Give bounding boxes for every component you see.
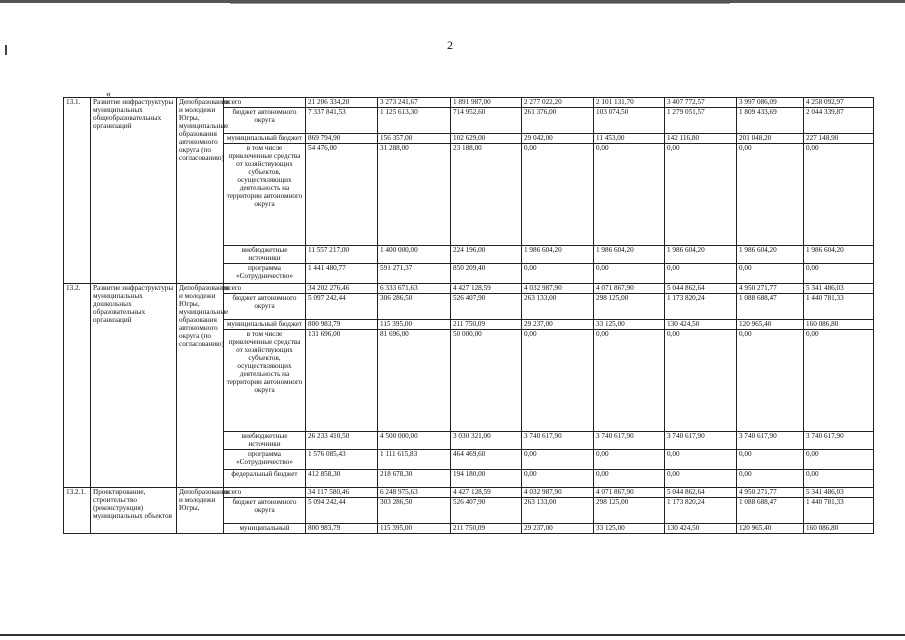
section-title: Проектирование, строительство (реконструкция) муниципальных объектов xyxy=(91,488,177,534)
amount-cell: 194 180,00 xyxy=(451,470,522,488)
amount-cell: 120 965,40 xyxy=(737,524,804,534)
amount-cell: 303 286,50 xyxy=(378,498,451,524)
amount-cell: 1 173 820,24 xyxy=(665,294,737,320)
funding-source: внебюджетные источники xyxy=(224,246,306,264)
amount-cell: 3 740 617,90 xyxy=(522,432,594,450)
amount-cell: 4 071 867,90 xyxy=(594,284,665,294)
amount-cell: 3 407 772,57 xyxy=(665,98,737,108)
amount-cell: 160 086,80 xyxy=(804,320,874,330)
amount-cell: 306 286,50 xyxy=(378,294,451,320)
amount-cell: 0,00 xyxy=(522,470,594,488)
amount-cell: 0,00 xyxy=(737,144,804,246)
amount-cell: 0,00 xyxy=(522,450,594,470)
amount-cell: 0,00 xyxy=(522,330,594,432)
amount-cell: 800 983,79 xyxy=(306,524,378,534)
amount-cell: 1 891 987,00 xyxy=(451,98,522,108)
amount-cell: 4 950 271,77 xyxy=(737,284,804,294)
amount-cell: 412 858,30 xyxy=(306,470,378,488)
amount-cell: 4 071 867,90 xyxy=(594,488,665,498)
amount-cell: 591 271,37 xyxy=(378,264,451,284)
amount-cell: 115 395,00 xyxy=(378,524,451,534)
amount-cell: 1 986 604,20 xyxy=(737,246,804,264)
funding-source: федеральный бюджет xyxy=(224,470,306,488)
amount-cell: 526 407,90 xyxy=(451,498,522,524)
funding-source: программа «Сотрудничество» xyxy=(224,450,306,470)
amount-cell: 1 440 781,33 xyxy=(804,294,874,320)
page-number: 2 xyxy=(447,38,453,52)
amount-cell: 211 750,09 xyxy=(451,320,522,330)
amount-cell: 1 088 688,47 xyxy=(737,294,804,320)
amount-cell: 0,00 xyxy=(594,450,665,470)
amount-cell: 103 074,50 xyxy=(594,108,665,134)
funding-source: всего xyxy=(224,284,306,294)
amount-cell: 0,00 xyxy=(665,330,737,432)
amount-cell: 6 333 671,63 xyxy=(378,284,451,294)
amount-cell: 3 740 617,90 xyxy=(665,432,737,450)
amount-cell: 11 557 217,00 xyxy=(306,246,378,264)
funding-source: всего xyxy=(224,488,306,498)
funding-source: муниципальный бюджет xyxy=(224,320,306,330)
amount-cell: 156 357,00 xyxy=(378,134,451,144)
amount-cell: 1 173 820,24 xyxy=(665,498,737,524)
amount-cell: 2 101 131,70 xyxy=(594,98,665,108)
funding-source: всего xyxy=(224,98,306,108)
amount-cell: 5 044 862,64 xyxy=(665,488,737,498)
amount-cell: 0,00 xyxy=(594,264,665,284)
funding-source: в том числе привлеченные средства от хозяйствующих субъектов, осуществляющих деятельность на территории автономного округа xyxy=(224,144,306,246)
amount-cell: 0,00 xyxy=(594,144,665,246)
amount-cell: 4 032 987,90 xyxy=(522,284,594,294)
budget-table xyxy=(63,97,874,534)
amount-cell: 160 086,80 xyxy=(804,524,874,534)
amount-cell: 130 424,50 xyxy=(665,320,737,330)
amount-cell: 29 237,00 xyxy=(522,320,594,330)
amount-cell: 1 440 781,33 xyxy=(804,498,874,524)
amount-cell: 29 042,00 xyxy=(522,134,594,144)
amount-cell: 1 986 604,20 xyxy=(522,246,594,264)
amount-cell: 3 273 241,67 xyxy=(378,98,451,108)
amount-cell: 102 629,00 xyxy=(451,134,522,144)
amount-cell: 0,00 xyxy=(804,144,874,246)
scan-edge-bottom xyxy=(0,634,905,636)
amount-cell: 800 983,79 xyxy=(306,320,378,330)
amount-cell: 1 986 604,20 xyxy=(594,246,665,264)
amount-cell: 1 279 051,57 xyxy=(665,108,737,134)
amount-cell: 0,00 xyxy=(665,264,737,284)
amount-cell: 0,00 xyxy=(665,470,737,488)
amount-cell: 714 952,60 xyxy=(451,108,522,134)
amount-cell: 3 740 617,90 xyxy=(594,432,665,450)
amount-cell: 4 950 271,77 xyxy=(737,488,804,498)
amount-cell: 0,00 xyxy=(737,470,804,488)
amount-cell: 3 740 617,90 xyxy=(804,432,874,450)
amount-cell: 0,00 xyxy=(804,450,874,470)
amount-cell: 0,00 xyxy=(665,144,737,246)
amount-cell: 298 125,00 xyxy=(594,498,665,524)
amount-cell: 0,00 xyxy=(665,450,737,470)
scan-edge-top-secondary xyxy=(230,3,730,4)
amount-cell: 115 395,00 xyxy=(378,320,451,330)
amount-cell: 0,00 xyxy=(737,330,804,432)
funding-source: бюджет автономного округа xyxy=(224,108,306,134)
amount-cell: 3 740 617,90 xyxy=(737,432,804,450)
amount-cell: 3 997 086,09 xyxy=(737,98,804,108)
amount-cell: 50 000,00 xyxy=(451,330,522,432)
amount-cell: 23 188,00 xyxy=(451,144,522,246)
amount-cell: 0,00 xyxy=(737,264,804,284)
amount-cell: 263 133,00 xyxy=(522,294,594,320)
amount-cell: 869 794,90 xyxy=(306,134,378,144)
funding-source: муниципальный xyxy=(224,524,306,534)
amount-cell: 1 400 000,00 xyxy=(378,246,451,264)
amount-cell: 6 248 975,63 xyxy=(378,488,451,498)
funding-source: бюджет автономного округа xyxy=(224,498,306,524)
amount-cell: 29 237,00 xyxy=(522,524,594,534)
amount-cell: 1 576 085,43 xyxy=(306,450,378,470)
budget-table-body xyxy=(64,98,874,534)
funding-source: муниципальный бюджет xyxy=(224,134,306,144)
amount-cell: 1 125 613,30 xyxy=(378,108,451,134)
table-row xyxy=(64,284,874,294)
amount-cell: 7 337 841,53 xyxy=(306,108,378,134)
amount-cell: 33 125,00 xyxy=(594,320,665,330)
section-number: 13.1. xyxy=(64,98,91,284)
amount-cell: 3 030 321,00 xyxy=(451,432,522,450)
section-executor: Депобразования и молодежи Югры, муниципальные образования автономного округа (по согласованию) xyxy=(177,98,224,284)
funding-source: программа «Сотрудничество» xyxy=(224,264,306,284)
amount-cell: 5 341 486,03 xyxy=(804,284,874,294)
amount-cell: 120 965,40 xyxy=(737,320,804,330)
amount-cell: 33 125,00 xyxy=(594,524,665,534)
amount-cell: 130 424,50 xyxy=(665,524,737,534)
section-number: 13.2. xyxy=(64,284,91,488)
amount-cell: 4 427 128,59 xyxy=(451,284,522,294)
amount-cell: 4 258 092,97 xyxy=(804,98,874,108)
amount-cell: 1 809 433,69 xyxy=(737,108,804,134)
amount-cell: 11 453,00 xyxy=(594,134,665,144)
amount-cell: 4 427 128,59 xyxy=(451,488,522,498)
amount-cell: 81 696,00 xyxy=(378,330,451,432)
amount-cell: 131 696,00 xyxy=(306,330,378,432)
section-number: 13.2.1. xyxy=(64,488,91,534)
section-executor: Депобразования и молодежи Югры, муниципальные образования автономного округа (по согласованию) xyxy=(177,284,224,488)
amount-cell: 1 111 615,83 xyxy=(378,450,451,470)
amount-cell: 201 048,20 xyxy=(737,134,804,144)
amount-cell: 227 148,90 xyxy=(804,134,874,144)
amount-cell: 142 116,80 xyxy=(665,134,737,144)
amount-cell: 0,00 xyxy=(522,264,594,284)
amount-cell: 0,00 xyxy=(594,330,665,432)
amount-cell: 211 750,09 xyxy=(451,524,522,534)
section-title: Развитие инфраструктуры муниципальных общеобразовательных организаций xyxy=(91,98,177,284)
amount-cell: 34 202 276,46 xyxy=(306,284,378,294)
amount-cell: 0,00 xyxy=(522,144,594,246)
funding-source: бюджет автономного округа xyxy=(224,294,306,320)
amount-cell: 5 341 486,03 xyxy=(804,488,874,498)
amount-cell: 1 441 480,77 xyxy=(306,264,378,284)
amount-cell: 26 233 410,50 xyxy=(306,432,378,450)
amount-cell: 0,00 xyxy=(594,470,665,488)
amount-cell: 263 133,00 xyxy=(522,498,594,524)
amount-cell: 5 094 242,44 xyxy=(306,498,378,524)
table-row xyxy=(64,98,874,108)
amount-cell: 218 678,30 xyxy=(378,470,451,488)
amount-cell: 850 209,40 xyxy=(451,264,522,284)
amount-cell: 1 088 688,47 xyxy=(737,498,804,524)
amount-cell: 21 206 334,20 xyxy=(306,98,378,108)
amount-cell: 5 044 862,64 xyxy=(665,284,737,294)
amount-cell: 0,00 xyxy=(804,470,874,488)
amount-cell: 34 117 580,46 xyxy=(306,488,378,498)
amount-cell: 2 277 022,20 xyxy=(522,98,594,108)
opening-quote: « xyxy=(106,89,111,100)
amount-cell: 1 986 604,20 xyxy=(665,246,737,264)
amount-cell: 0,00 xyxy=(737,450,804,470)
amount-cell: 4 500 000,00 xyxy=(378,432,451,450)
amount-cell: 4 032 987,90 xyxy=(522,488,594,498)
table-row xyxy=(64,488,874,498)
section-title: Развитие инфраструктуры муниципальных дошкольных образовательных организаций xyxy=(91,284,177,488)
funding-source: внебюджетные источники xyxy=(224,432,306,450)
scan-mark xyxy=(5,45,7,55)
funding-source: в том числе привлеченные средства от хозяйствующих субъектов, осуществляющих деятельность на территории автономного округа xyxy=(224,330,306,432)
amount-cell: 1 986 604,20 xyxy=(804,246,874,264)
section-executor: Депобразования и молодежи Югры, xyxy=(177,488,224,534)
amount-cell: 526 407,90 xyxy=(451,294,522,320)
amount-cell: 0,00 xyxy=(804,330,874,432)
amount-cell: 224 196,00 xyxy=(451,246,522,264)
amount-cell: 464 469,60 xyxy=(451,450,522,470)
amount-cell: 2 044 339,87 xyxy=(804,108,874,134)
amount-cell: 261 376,00 xyxy=(522,108,594,134)
amount-cell: 54 476,00 xyxy=(306,144,378,246)
amount-cell: 0,00 xyxy=(804,264,874,284)
amount-cell: 5 097 242,44 xyxy=(306,294,378,320)
amount-cell: 298 125,00 xyxy=(594,294,665,320)
amount-cell: 31 288,00 xyxy=(378,144,451,246)
